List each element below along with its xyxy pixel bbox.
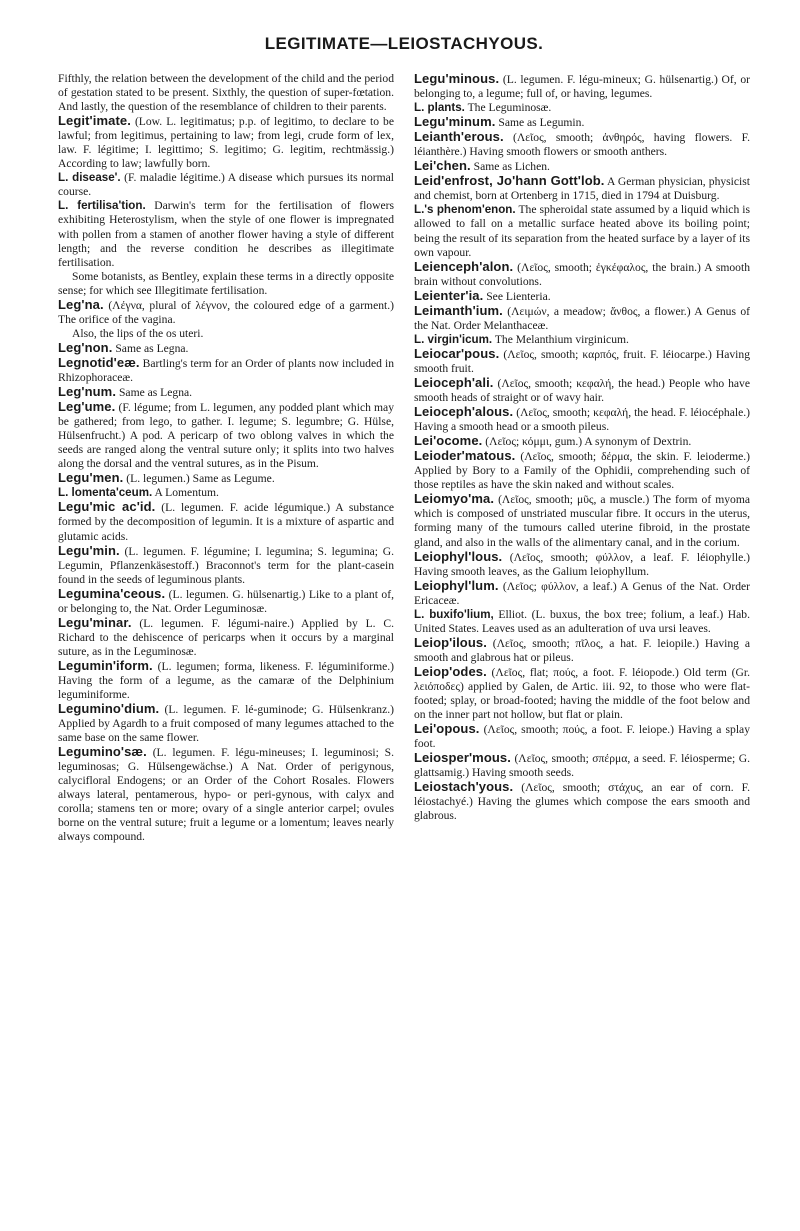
entry-text: (Λεῖος, smooth; πούς, a foot. F. leiope.) Having a splay foot.	[414, 723, 750, 751]
entry-headword: Legu'minum.	[414, 114, 496, 130]
dictionary-entry	[58, 356, 394, 385]
entry-text: (L. legumen. G. hülsenartig.) Like to a plant of, or belonging to, the Nat. Order Leguminosæ.	[58, 587, 394, 615]
entry-headword: Legumino'sæ.	[58, 744, 147, 760]
dictionary-entry	[414, 550, 750, 579]
dictionary-entry	[58, 616, 394, 659]
entry-headword: Leiophyl'lum.	[414, 577, 499, 593]
dictionary-entry	[414, 203, 750, 259]
entry-text: (Λεῖος, smooth; καρπός, fruit. F. léiocarpe.) Having smooth fruit.	[414, 347, 750, 375]
dictionary-entry	[414, 115, 750, 130]
dictionary-entry	[58, 471, 394, 486]
running-head: LEGITIMATE—LEIOSTACHYOUS.	[264, 34, 544, 53]
entry-text: (Λεῖος, flat; πούς, a foot. F. léiopode.) Old term (Gr. λειόποδες) applied by Galen, de Artic. iii. 92, to those who were flat-footed; splay, or broad-footed; having the middle of the foot below and on the inner part not hollow, but flat or plain.	[414, 665, 750, 722]
entry-text: (Λεῖος, smooth; στάχυς, an ear of corn. F. léiostachyé.) Having the glumes which compose the ears smooth and glabrous.	[414, 781, 750, 823]
entry-text: (Λέγνα, plural of λέγνον, the coloured edge of a garment.) The orifice of the vagina.	[58, 298, 394, 326]
entry-text: A Lomentum.	[154, 486, 219, 500]
entry-headword: L.'s phenom'enon.	[414, 203, 516, 217]
entry-headword: Leid'enfrost, Jo'hann Gott'lob.	[414, 173, 605, 189]
entry-headword: Leienter'ia.	[414, 287, 484, 303]
entry-text: (Λεῖος; φύλλον, a leaf.) A Genus of the Nat. Order Ericaceæ.	[414, 579, 750, 607]
entry-text: (L. legumen; forma, likeness. F. léguminiforme.) Having the form of a legume, as the camaræ of the Delphinium leguminiforme.	[58, 659, 394, 702]
entry-text: See Lienteria.	[486, 289, 551, 303]
entry-headword: Lei'chen.	[414, 158, 471, 174]
dictionary-entry	[414, 636, 750, 665]
entry-text: (Λεῖος; κόμμι, gum.) A synonym of Dextrin.	[485, 435, 692, 449]
dictionary-entry	[58, 702, 394, 745]
entry-text: A German physician, physicist and chemist, born at Ortenberg in 1715, died in 1794 at Duisburg.	[414, 175, 751, 203]
entry-headword: Leioceph'ali.	[414, 374, 494, 390]
entry-text: (Λεῖος, smooth; δέρμα, the skin. F. leioderme.) Applied by Bory to a Family of the Ophidii, comprehending such of those reptiles as have the skin naked and without scales.	[414, 450, 750, 492]
dictionary-entry	[414, 260, 750, 289]
entry-text: (L. legumen.) Same as Legume.	[126, 472, 275, 486]
dictionary-entry	[58, 587, 394, 616]
dictionary-entry	[58, 72, 394, 114]
entry-text: (Λεῖος, smooth; μῦς, a muscle.) The form of myoma which is composed of unstriated muscular fibre. It occurs in the uterus, forming many of the tumours called uterine fibroid, in the prostate gland, and also in the walls of the alimentary canal, and in the corium.	[414, 493, 750, 549]
entry-headword: Leienceph'alon.	[414, 258, 514, 274]
entry-headword: Leimanth'ium.	[414, 302, 503, 318]
dictionary-entry	[58, 659, 394, 702]
dictionary-entry	[58, 745, 394, 844]
dictionary-entry	[414, 608, 750, 636]
entry-text: (F. légume; from L. legumen, any podded plant which may be gathered; from lego, to gather. I. legume; S. legumbre; G. Hülse, Hülsenfrucht.) A pod. A pericarp of two oblong valves in which the seeds are ranged along the ventral suture only; it splits into two halves along the dorsal and the ventral sutures, as in the Pisum.	[58, 401, 394, 471]
dictionary-entry	[58, 114, 394, 171]
dictionary-entry	[414, 579, 750, 608]
entry-headword: L. virgin'icum.	[414, 332, 493, 346]
dictionary-entry	[58, 486, 394, 500]
dictionary-entry	[414, 101, 750, 115]
dictionary-entry	[414, 347, 750, 376]
entry-headword: Leiop'odes.	[414, 663, 487, 679]
dictionary-entry	[58, 270, 394, 298]
entry-text: (Λεῖος, smooth; φύλλον, a leaf. F. léiophylle.) Having smooth leaves, as the Galium leiophyllum.	[414, 550, 750, 578]
dictionary-entry	[414, 376, 750, 405]
entry-text: Bartling's term for an Order of plants now included in Rhizophoraceæ.	[58, 356, 395, 384]
entry-headword: Leiocar'pous.	[414, 345, 500, 361]
dictionary-entry	[414, 722, 750, 751]
dictionary-entry	[58, 341, 394, 356]
entry-headword: Leioceph'alous.	[414, 404, 514, 420]
entry-headword: Legu'minar.	[58, 614, 132, 630]
entry-text: (Λεῖος, smooth; ἀνθηρός, having flowers. F. léianthère.) Having smooth flowers or smooth anthers.	[414, 131, 750, 159]
dictionary-entry	[414, 492, 750, 549]
entry-headword: Legu'mic ac'id.	[58, 499, 156, 515]
entry-headword: Leiop'ilous.	[414, 634, 487, 650]
dictionary-entry	[58, 199, 394, 269]
entry-headword: Legu'min.	[58, 542, 120, 558]
dictionary-entry	[58, 400, 394, 471]
dictionary-entry	[58, 500, 394, 543]
entry-headword: Leg'na.	[58, 296, 104, 312]
entry-headword: Legu'minous.	[414, 71, 500, 86]
entry-text: Some botanists, as Bentley, explain these terms in a directly opposite sense; for which see Illegitimate fertilisation.	[58, 269, 394, 297]
entry-text: (Λεῖος, smooth; πῖλος, a hat. F. leiopile.) Having a smooth and glabrous hat or pileus.	[414, 636, 750, 664]
entry-headword: Leg'ume.	[58, 399, 116, 415]
entry-headword: L. fertilisa'tion.	[58, 199, 146, 213]
entry-headword: Legumina'ceous.	[58, 585, 166, 601]
entry-text: Same as Lichen.	[473, 160, 550, 174]
entry-text: (Λειμών, a meadow; ἄνθος, a flower.) A Genus of the Nat. Order Melanthaceæ.	[414, 304, 750, 332]
entry-text: Fifthly, the relation between the development of the child and the period of gestation stated to be present. Sixthly, the question of super-fœtation. And lastly, the question of the resemblance of children to their parents.	[58, 72, 394, 114]
entry-text: The Melanthium virginicum.	[494, 332, 629, 346]
entry-text: Same as Legumin.	[498, 116, 585, 130]
entry-text: (F. maladie légitime.) A disease which pursues its normal course.	[58, 171, 394, 199]
entry-text: Same as Legna.	[118, 386, 193, 400]
dictionary-entry	[414, 405, 750, 434]
entry-headword: Leg'non.	[58, 339, 113, 355]
dictionary-entry	[414, 130, 750, 159]
entry-text: (Λεῖος, smooth; κεφαλή, the head.) People who have smooth heads of straight or of wavy hair.	[414, 376, 750, 405]
dictionary-entry	[414, 333, 750, 347]
entry-headword: Leioder'matous.	[414, 448, 516, 464]
dictionary-entry	[414, 304, 750, 333]
left-column	[58, 72, 394, 845]
entry-text: (L. legumen. F. légumine; I. legumina; S. legumina; G. Legumin, Pflanzenkäsestoff.) Braconnot's term for the plant-casein found in the seeds of leguminous plants.	[58, 544, 395, 586]
dictionary-entry	[414, 289, 750, 304]
entry-text: (Λεῖος, smooth; κεφαλή, the head. F. léiocéphale.) Having a smooth head or a smooth pileus.	[414, 406, 750, 434]
entry-headword: L. disease'.	[58, 171, 121, 185]
dictionary-entry	[58, 298, 394, 327]
entry-headword: Legumin'iform.	[58, 657, 153, 673]
entry-headword: Leianth'erous.	[414, 129, 504, 145]
entry-headword: Leiostach'yous.	[414, 779, 514, 795]
entry-text: (Low. L. legitimatus; p.p. of legitimo, to declare to be lawful; from legitimus, pertaining to law; from legi, crude form of lex, law. F. légitime; I. legittimo; S. legitimo; G. legitim, rechtmässig.) According to law; lawfully born.	[58, 115, 394, 171]
entry-headword: Leiomyo'ma.	[414, 491, 495, 507]
entry-text: (L. legumen. F. légumi-naire.) Applied by L. C. Richard to the dehiscence of pericarps when it occurs by a marginal suture, as in the Leguminosæ.	[58, 616, 394, 658]
dictionary-entry	[414, 665, 750, 722]
dictionary-entry	[414, 174, 750, 203]
entry-text: The spheroidal state assumed by a liquid which is allowed to fall on a metallic surface heated above its boiling point; being the result of its separation from the heated surface by a layer of its own vapour.	[414, 203, 750, 259]
entry-headword: Lei'ocome.	[414, 433, 483, 449]
entry-headword: Legumino'dium.	[58, 701, 160, 717]
dictionary-entry	[58, 385, 394, 400]
dictionary-entry	[58, 544, 394, 587]
dictionary-entry	[414, 751, 750, 780]
entry-headword: Legu'men.	[58, 470, 124, 486]
entry-headword: Lei'opous.	[414, 721, 480, 737]
entry-headword: Leiosper'mous.	[414, 750, 511, 766]
entry-text: (L. legumen. F. légu-mineuses; I. leguminosi; S. leguminosas; G. Hülsengewächse.) A Nat. Order of perigynous, calycifloral Endogens; or an Order of the Cohort Rosales. Flowers always lateral, pentamerous, hypo- or peri-gynous, with calyx and corolla; stamens ten or more; ovary of a single anterior carpel; ovules borne on the ventral suture; fruit a legume or a lomentum; leaves nearly always compound.	[58, 746, 394, 844]
dictionary-entry	[414, 434, 750, 449]
entry-text: Elliot. (L. buxus, the box tree; folium, a leaf.) Hab. United States. Leaves used as an adulteration of uva ursi leaves.	[414, 607, 750, 635]
dictionary-entry	[58, 327, 394, 341]
dictionary-entry	[414, 449, 750, 492]
entry-headword: L. plants.	[414, 101, 465, 115]
entry-headword: Legit'imate.	[58, 113, 131, 129]
entry-headword: Leg'num.	[58, 384, 117, 400]
entry-text: Same as Legna.	[115, 341, 189, 355]
entry-text: Darwin's term for the fertilisation of flowers exhibiting Heterostylism, when the style of one flower is impregnated with pollen from a stamen of another flower having a style of different length; and the reverse condition he describes as illegitimate fertilisation.	[58, 199, 394, 269]
entry-text: (Λεῖος, smooth; ἐγκέφαλος, the brain.) A smooth brain without convolutions.	[414, 260, 750, 288]
entry-text: (L. legumen. F. acide légumique.) A substance formed by the decomposition of legumin. It is a mixture of aspartic and glutamic acids.	[58, 501, 394, 543]
entry-headword: Legnotid'eæ.	[58, 354, 140, 370]
entry-text: (Λεῖος, smooth; σπέρμα, a seed. F. léiosperme; G. glattsamig.) Having smooth seeds.	[414, 752, 750, 780]
entry-text: (L. legumen. F. lé-guminode; G. Hülsenkranz.) Applied by Agardh to a fruit composed of many legumes attached to the same base on the same flower.	[58, 703, 394, 745]
entry-text: The Leguminosæ.	[467, 101, 552, 115]
dictionary-entry	[414, 72, 750, 101]
entry-text: Also, the lips of the os uteri.	[72, 326, 204, 340]
entry-headword: L. lomenta'ceum.	[58, 486, 153, 500]
right-column	[414, 72, 750, 845]
entry-text: (L. legumen. F. légu-mineux; G. hülsenartig.) Of, or belonging to, a legume; full of, or having, legumes.	[414, 73, 750, 101]
entry-headword: L. buxifo'lium,	[414, 607, 494, 621]
entry-headword: Leiophyl'lous.	[414, 548, 503, 564]
dictionary-entry	[414, 159, 750, 174]
columns	[58, 72, 750, 845]
dictionary-entry	[414, 780, 750, 823]
dictionary-entry	[58, 171, 394, 199]
